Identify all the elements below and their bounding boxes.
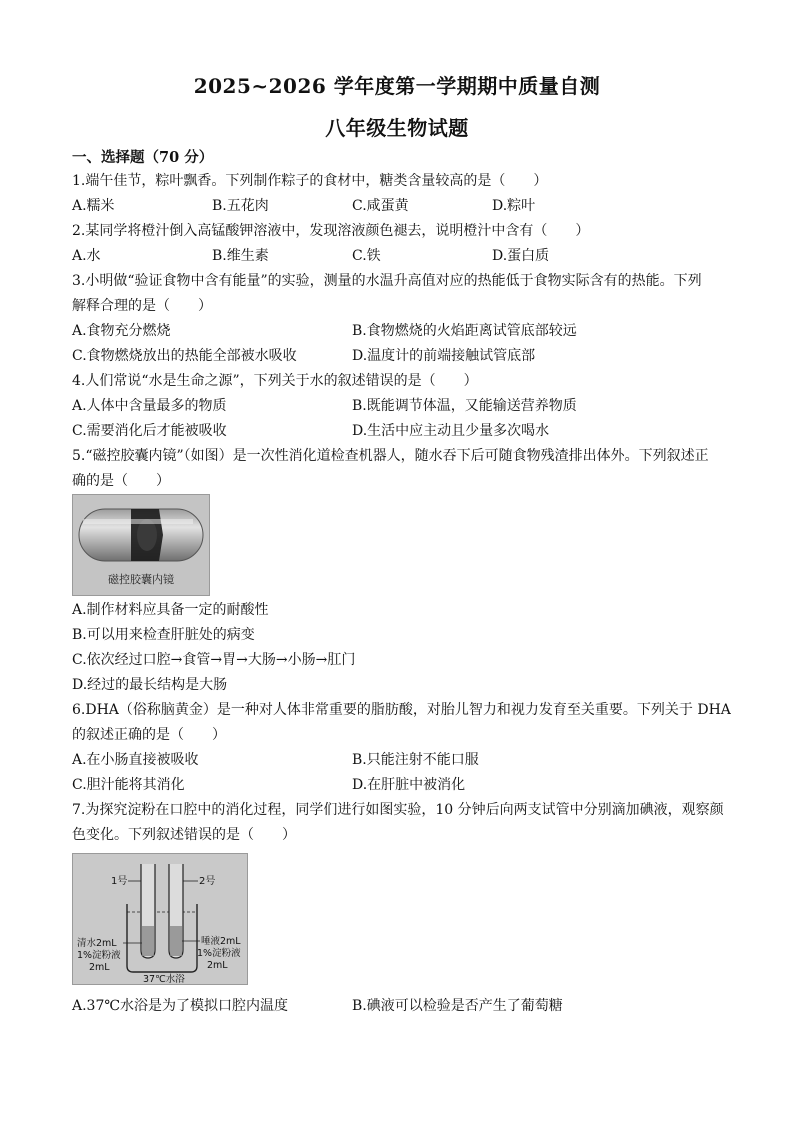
left-label-water: 清水2mL xyxy=(77,938,117,949)
q2-option-a: A.水 xyxy=(72,248,101,264)
q5-option-d: D.经过的最长结构是大肠 xyxy=(72,677,228,693)
q2-option-c: C.铁 xyxy=(352,248,381,264)
capsule-figure-caption: 磁控胶囊内镜 xyxy=(108,573,174,586)
q6-option-c: C.胆汁能将其消化 xyxy=(72,777,185,793)
question-5-stem-line2: 确的是（ ） xyxy=(72,473,170,489)
left-label-volume: 2mL xyxy=(89,962,110,973)
q2-option-d: D.蛋白质 xyxy=(492,248,550,264)
q7-option-a: A.37℃水浴是为了模拟口腔内温度 xyxy=(72,998,289,1014)
question-7-stem-line2: 色变化。下列叙述错误的是（ ） xyxy=(72,827,296,843)
tube-1-label: 1号 xyxy=(111,876,128,887)
q1-option-c: C.咸蛋黄 xyxy=(352,198,409,214)
test-tube-diagram xyxy=(73,854,247,984)
q5-option-a: A.制作材料应具备一定的耐酸性 xyxy=(72,602,269,618)
exam-subtitle: 八年级生物试题 xyxy=(325,116,469,140)
q2-option-b: B.维生素 xyxy=(212,248,269,264)
q3-option-a: A.食物充分燃烧 xyxy=(72,323,171,339)
q3-option-d: D.温度计的前端接触试管底部 xyxy=(352,348,536,364)
question-1-stem: 1.端午佳节，粽叶飘香。下列制作粽子的食材中，糖类含量较高的是（ ） xyxy=(72,173,548,189)
q3-option-c: C.食物燃烧放出的热能全部被水吸收 xyxy=(72,348,297,364)
q5-option-b: B.可以用来检查肝脏处的病变 xyxy=(72,627,255,643)
tube-2-label: 2号 xyxy=(199,876,216,887)
question-7-stem-line1: 7.为探究淀粉在口腔中的消化过程，同学们进行如图实验，10 分钟后向两支试管中分别滴加碘液，观察颜 xyxy=(72,802,724,818)
q6-option-b: B.只能注射不能口服 xyxy=(352,752,479,768)
question-5-stem-line1: 5.“磁控胶囊内镜”（如图）是一次性消化道检查机器人，随水吞下后可随食物残渣排出体外。下列叙述正 xyxy=(72,448,709,464)
q1-option-b: B.五花肉 xyxy=(212,198,269,214)
exam-title: 2025~2026 学年度第一学期期中质量自测 xyxy=(193,74,601,98)
q3-option-b: B.食物燃烧的火焰距离试管底部较远 xyxy=(352,323,577,339)
q6-option-d: D.在肝脏中被消化 xyxy=(352,777,466,793)
q6-option-a: A.在小肠直接被吸收 xyxy=(72,752,199,768)
q5-option-c: C.依次经过口腔→食管→胃→大肠→小肠→肛门 xyxy=(72,652,356,668)
q4-option-c: C.需要消化后才能被吸收 xyxy=(72,423,227,439)
test-tube-figure xyxy=(72,853,248,985)
q4-option-a: A.人体中含量最多的物质 xyxy=(72,398,227,414)
question-6-stem-line2: 的叙述正确的是（ ） xyxy=(72,727,226,743)
section-heading: 一、选择题（70 分） xyxy=(72,149,214,166)
question-4-stem: 4.人们常说“水是生命之源”，下列关于水的叙述错误的是（ ） xyxy=(72,373,478,389)
q1-option-a: A.糯米 xyxy=(72,198,115,214)
question-3-stem-line1: 3.小明做“验证食物中含有能量”的实验，测量的水温升高值对应的热能低于食物实际含有的热能。下列 xyxy=(72,273,702,289)
q4-option-d: D.生活中应主动且少量多次喝水 xyxy=(352,423,550,439)
q7-option-b: B.碘液可以检验是否产生了葡萄糖 xyxy=(352,998,563,1014)
capsule-endoscope-image xyxy=(73,495,209,595)
water-bath-label: 37℃水浴 xyxy=(143,974,185,984)
question-3-stem-line2: 解释合理的是（ ） xyxy=(72,298,212,314)
q4-option-b: B.既能调节体温，又能输送营养物质 xyxy=(352,398,577,414)
capsule-endoscope-figure xyxy=(72,494,210,596)
right-label-starch: 1%淀粉液 xyxy=(197,948,241,959)
question-6-stem-line1: 6.DHA（俗称脑黄金）是一种对人体非常重要的脂肪酸，对胎儿智力和视力发育至关重要。下列关于 DHA xyxy=(72,702,731,718)
right-label-saliva: 唾液2mL xyxy=(201,936,241,947)
left-label-starch: 1%淀粉液 xyxy=(77,950,121,961)
right-label-volume: 2mL xyxy=(207,960,228,971)
q1-option-d: D.粽叶 xyxy=(492,198,536,214)
question-2-stem: 2.某同学将橙汁倒入高锰酸钾溶液中，发现溶液颜色褪去，说明橙汁中含有（ ） xyxy=(72,223,590,239)
